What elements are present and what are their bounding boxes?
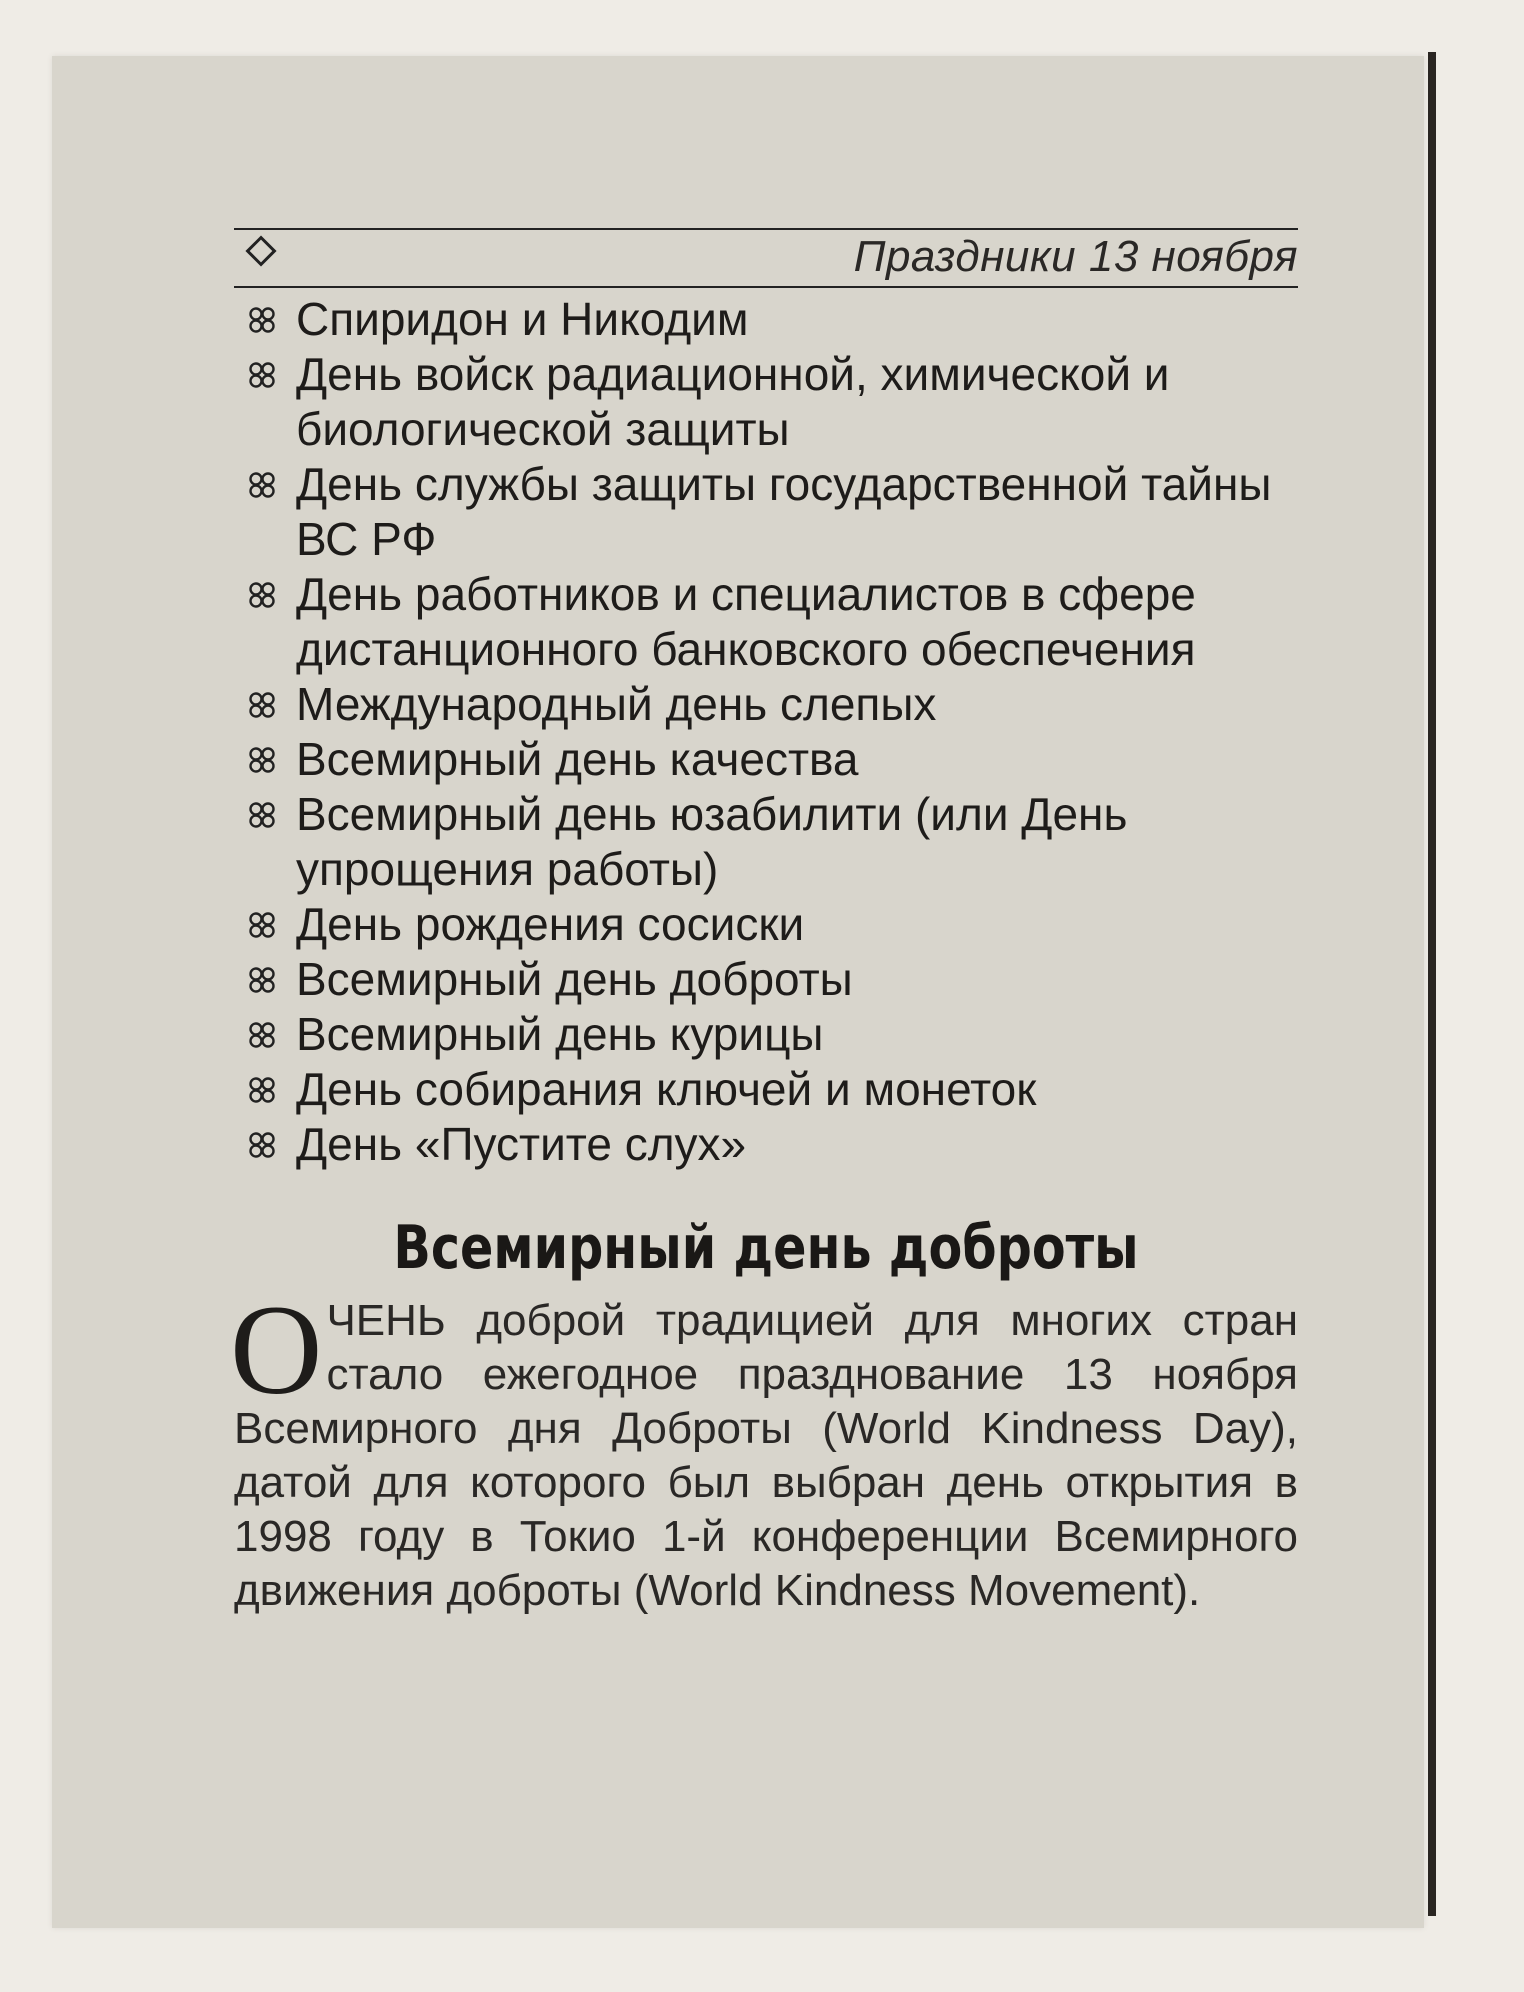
paper-edge-shadow	[1428, 52, 1436, 1916]
section-title: Праздники 13 ноября	[853, 232, 1298, 281]
flower-bullet-icon	[248, 361, 276, 389]
section-header	[234, 228, 1298, 288]
holiday-text: День работников и специалистов в сфере дистанционного банковского обеспечения	[296, 568, 1196, 675]
clipping-content	[230, 228, 1298, 1618]
list-item	[234, 952, 1298, 1007]
holiday-text: Международный день слепых	[296, 678, 937, 730]
holiday-text: День войск радиационной, химической и биологической защиты	[296, 348, 1170, 455]
article-text: доброй традицией для многих стран стало ежегодное празднование 13 ноября Всемирного дня Доброты (World Kindness Day), датой для которого был выбран день открытия в 1998 году в Токио 1-й конференции Всемирного движения доброты (World Kindness Movement).	[234, 1296, 1298, 1615]
holiday-text: Всемирный день курицы	[296, 1008, 824, 1060]
holiday-text: Всемирный день юзабилити (или День упрощения работы)	[296, 788, 1128, 895]
list-item	[234, 457, 1298, 567]
holiday-text: День службы защиты государственной тайны ВС РФ	[296, 458, 1272, 565]
flower-bullet-icon	[248, 1021, 276, 1049]
list-item	[234, 897, 1298, 952]
holiday-text: Спиридон и Никодим	[296, 293, 749, 345]
flower-bullet-icon	[248, 746, 276, 774]
flower-bullet-icon	[248, 801, 276, 829]
list-item	[234, 1007, 1298, 1062]
flower-bullet-icon	[248, 691, 276, 719]
flower-bullet-icon	[248, 306, 276, 334]
article-title: Всемирный день доброты	[393, 1213, 1139, 1283]
flower-bullet-icon	[248, 1131, 276, 1159]
list-item	[234, 677, 1298, 732]
drop-cap: О	[230, 1279, 323, 1421]
flower-bullet-icon	[248, 471, 276, 499]
list-item	[234, 567, 1298, 677]
holiday-list	[234, 292, 1298, 1172]
holiday-text: День собирания ключей и монеток	[296, 1063, 1037, 1115]
article-lead: ЧЕНЬ	[326, 1296, 446, 1345]
flower-bullet-icon	[248, 966, 276, 994]
diamond-icon	[245, 235, 276, 266]
flower-bullet-icon	[248, 1076, 276, 1104]
list-item	[234, 1062, 1298, 1117]
list-item	[234, 1117, 1298, 1172]
article-body	[230, 1279, 1298, 1618]
holiday-text: День «Пустите слух»	[296, 1118, 747, 1170]
list-item	[234, 292, 1298, 347]
flower-bullet-icon	[248, 581, 276, 609]
holiday-text: День рождения сосиски	[296, 898, 805, 950]
holiday-text: Всемирный день доброты	[296, 953, 853, 1005]
list-item	[234, 732, 1298, 787]
list-item	[234, 347, 1298, 457]
list-item	[234, 787, 1298, 897]
flower-bullet-icon	[248, 911, 276, 939]
holiday-text: Всемирный день качества	[296, 733, 859, 785]
